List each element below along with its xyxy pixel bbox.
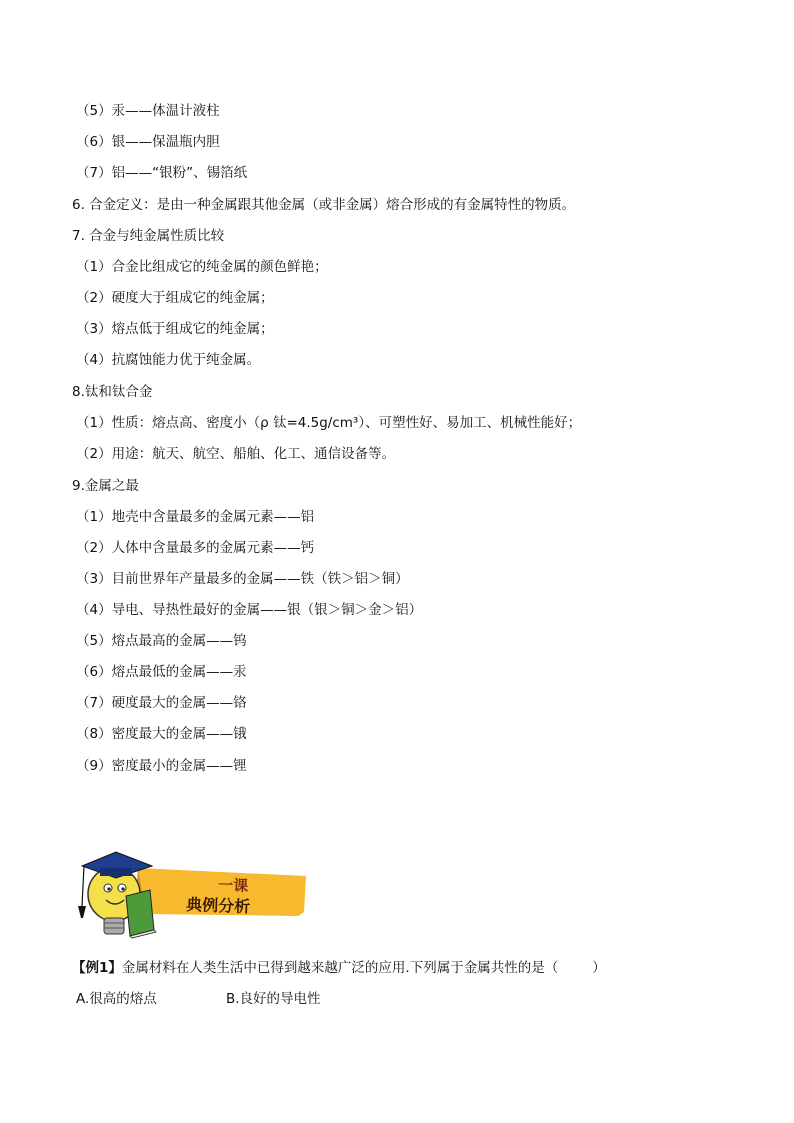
list-item: （5）熔点最高的金属——钨 xyxy=(76,633,247,649)
example-options xyxy=(76,987,321,1007)
example-question-text: 金属材料在人类生活中已得到越来越广泛的应用.下列属于金属共性的是（ xyxy=(121,960,559,976)
section-heading: 9.金属之最 xyxy=(72,478,139,494)
option-a: A.很高的熔点 xyxy=(76,991,157,1007)
lesson-example-logo xyxy=(68,846,308,942)
list-item: （3）目前世界年产量最多的金属——铁（铁＞铝＞铜） xyxy=(76,571,409,587)
list-item: （5）汞——体温计液柱 xyxy=(76,103,220,119)
list-item: （2）硬度大于组成它的纯金属； xyxy=(76,290,274,306)
list-item: （6）银——保温瓶内胆 xyxy=(76,134,220,150)
list-item: （1）地壳中含量最多的金属元素——铝 xyxy=(76,509,315,525)
list-item: （9）密度最小的金属——锂 xyxy=(76,758,247,774)
list-item: （7）铝——“银粉”、锡箔纸 xyxy=(76,165,248,181)
bulb-base xyxy=(104,918,124,934)
section-heading: 8.钛和钛合金 xyxy=(72,384,153,400)
banner-text-1: 一课 xyxy=(217,876,249,896)
section-heading: 6. 合金定义：是由一种金属跟其他金属（或非金属）熔合形成的有金属特性的物质。 xyxy=(72,197,576,213)
list-item: （2）人体中含量最多的金属元素——钙 xyxy=(76,540,315,556)
example-label: 【例1】 xyxy=(72,960,122,976)
book-icon xyxy=(126,890,154,936)
list-item: （8）密度最大的金属——锇 xyxy=(76,726,247,742)
option-b: B.良好的导电性 xyxy=(226,991,321,1007)
example-question-close: ） xyxy=(592,960,606,976)
list-item: （4）导电、导热性最好的金属——银（银＞铜＞金＞铝） xyxy=(76,602,423,618)
banner-text-2: 典例分析 xyxy=(185,895,251,917)
section-heading: 7. 合金与纯金属性质比较 xyxy=(72,228,225,244)
list-item: （4）抗腐蚀能力优于纯金属。 xyxy=(76,352,261,368)
list-item: （3）熔点低于组成它的纯金属； xyxy=(76,321,274,337)
example-question xyxy=(72,956,606,976)
list-item: （7）硬度最大的金属——铬 xyxy=(76,695,247,711)
list-item: （1）性质：熔点高、密度小（ρ 钛=4.5g/cm³）、可塑性好、易加工、机械性能好； xyxy=(76,415,582,431)
list-item: （1）合金比组成它的纯金属的颜色鲜艳； xyxy=(76,259,328,275)
list-item: （2）用途：航天、航空、船舶、化工、通信设备等。 xyxy=(76,446,396,462)
list-item: （6）熔点最低的金属——汞 xyxy=(76,664,247,680)
